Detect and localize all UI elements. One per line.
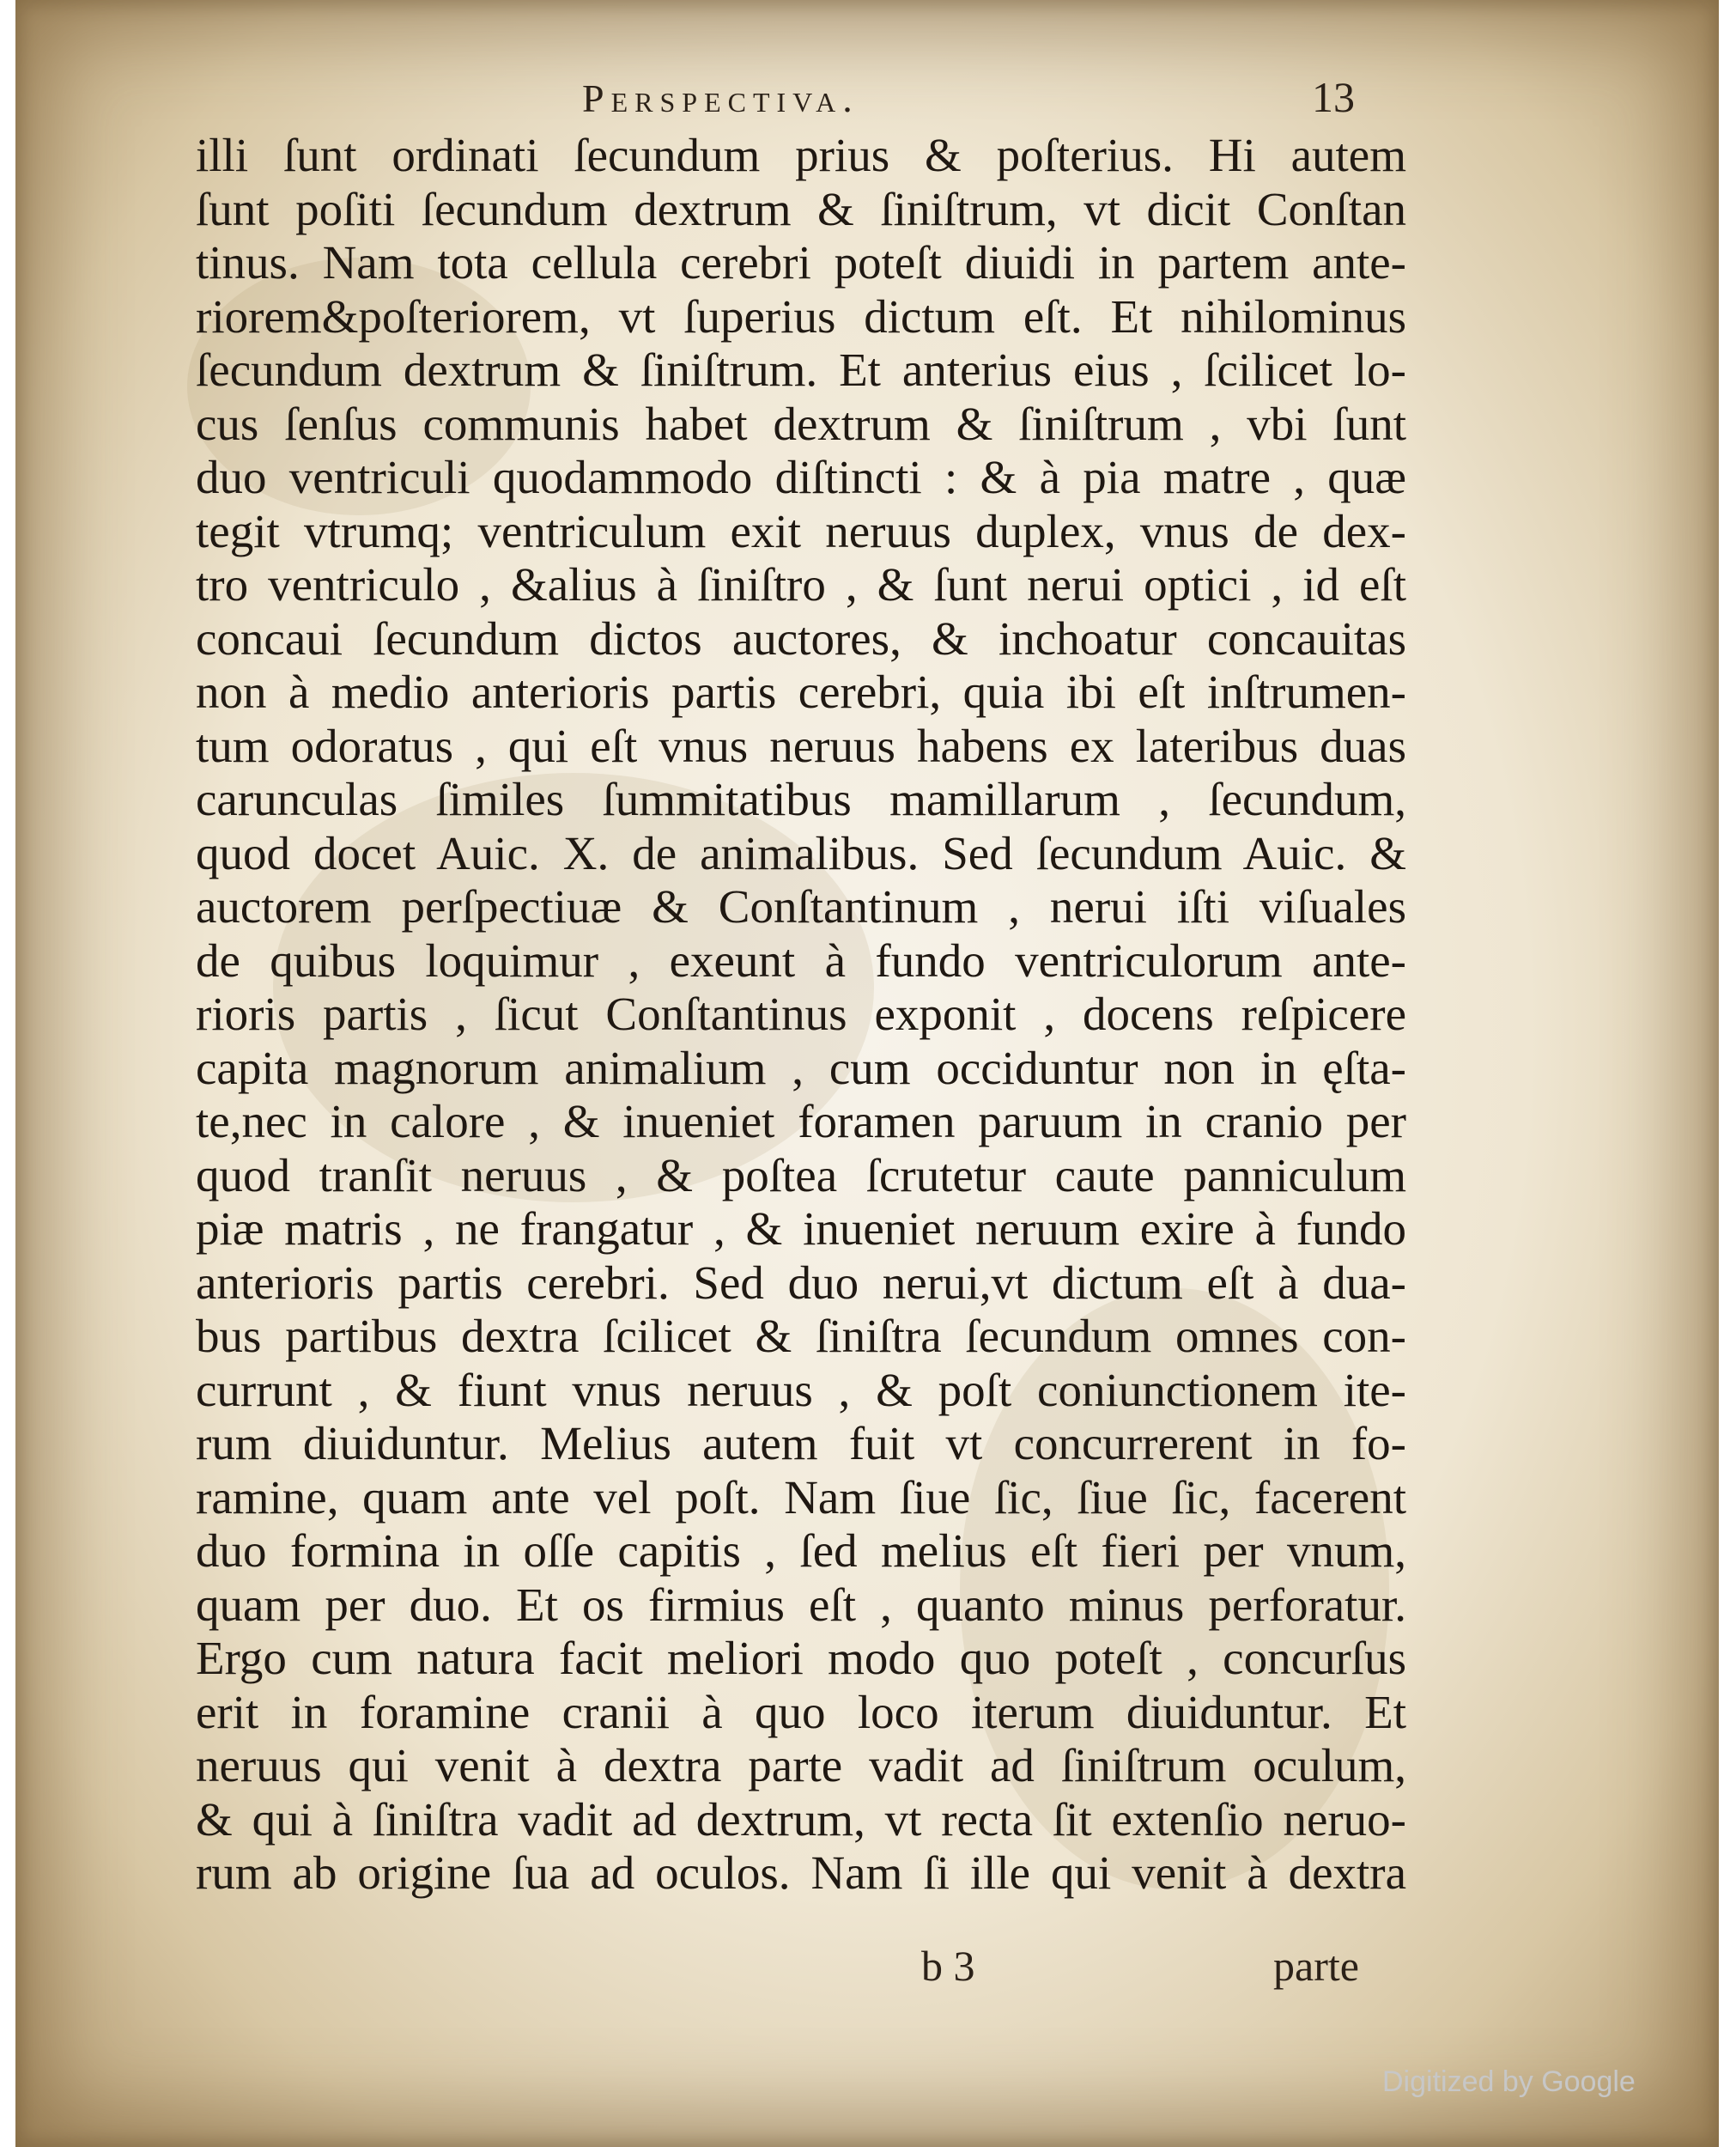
text-line: tinus. Nam tota cellula cerebri poteſt diuidi in partem ante- (196, 236, 1406, 289)
text-line: ſunt poſiti ſecundum dextrum & ſiniſtrum, vt dicit Conſtan (196, 182, 1406, 235)
page-number: 13 (1312, 73, 1355, 121)
text-line: anterioris partis cerebri. Sed duo nerui,vt dictum eſt à dua- (196, 1256, 1406, 1309)
text-line: quod tranſit neruus , & poſtea ſcrutetur caute panniculum (196, 1148, 1406, 1201)
digitization-watermark: Digitized by Google (1382, 2065, 1636, 2098)
text-line: riorem&poſteriorem, vt ſuperius dictum eſt. Et nihilominus (196, 289, 1406, 343)
text-line: erit in foramine cranii à quo loco iterum diuiduntur. Et (196, 1685, 1406, 1738)
text-line: tegit vtrumq; ventriculum exit neruus duplex, vnus de dex- (196, 504, 1406, 557)
text-line: rioris partis , ſicut Conſtantinus exponit , docens reſpicere (196, 988, 1406, 1040)
page-header (15, 69, 1719, 129)
text-line: capita magnorum animalium , cum occiduntur non in ęſta- (196, 1041, 1406, 1094)
text-line: non à medio anterioris partis cerebri, quia ibi eſt inſtrumen- (196, 666, 1406, 718)
text-line: cus ſenſus communis habet dextrum & ſiniſtrum , vbi ſunt (196, 397, 1406, 450)
book-page (15, 0, 1719, 2147)
text-line: illi ſunt ordinati ſecundum prius & poſterius. Hi autem (196, 129, 1406, 181)
page-footer (15, 1941, 1719, 1992)
body-text (196, 129, 1406, 1901)
text-line: rum diuiduntur. Melius autem fuit vt concurrerent in fo- (196, 1417, 1406, 1469)
text-line: carunculas ſimiles ſummitatibus mamillarum , ſecundum, (196, 773, 1406, 825)
signature-mark: b 3 (921, 1942, 975, 1990)
text-line: duo formina in oſſe capitis , ſed melius eſt fieri per vnum, (196, 1524, 1406, 1577)
text-line: te,nec in calore , & inueniet foramen paruum in cranio per (196, 1095, 1406, 1147)
text-line: & qui à ſiniſtra vadit ad dextrum, vt recta ſit extenſio neruo- (196, 1792, 1406, 1846)
running-title: Perspectiva. (582, 76, 859, 120)
text-line: quam per duo. Et os firmius eſt , quanto minus perforatur. (196, 1578, 1406, 1631)
text-line: quod docet Auic. X. de animalibus. Sed ſecundum Auic. & (196, 826, 1406, 879)
text-line: auctorem perſpectiuæ & Conſtantinum , nerui iſti viſuales (196, 880, 1406, 933)
text-line: piæ matris , ne frangatur , & inueniet neruum exire à fundo (196, 1202, 1406, 1255)
text-line: bus partibus dextra ſcilicet & ſiniſtra ſecundum omnes con- (196, 1310, 1406, 1362)
text-line: duo ventriculi quodammodo diſtincti : & à pia matre , quæ (196, 451, 1406, 503)
text-line: de quibus loquimur , exeunt à fundo ventriculorum ante- (196, 934, 1406, 987)
text-line: neruus qui venit à dextra parte vadit ad ſiniſtrum oculum, (196, 1739, 1406, 1791)
text-line: ramine, quam ante vel poſt. Nam ſiue ſic, ſiue ſic, facerent (196, 1470, 1406, 1524)
text-line: concaui ſecundum dictos auctores, & inchoatur concauitas (196, 611, 1406, 665)
text-line: Ergo cum natura facit meliori modo quo poteſt , concurſus (196, 1632, 1406, 1684)
text-line: currunt , & fiunt vnus neruus , & poſt coniunctionem ite- (196, 1363, 1406, 1416)
catchword: parte (1273, 1942, 1359, 1990)
text-line: rum ab origine ſua ad oculos. Nam ſi ille qui venit à dextra (196, 1846, 1406, 1899)
text-line: ſecundum dextrum & ſiniſtrum. Et anterius eius , ſcilicet lo- (196, 344, 1406, 396)
text-line: tum odoratus , qui eſt vnus neruus habens ex lateribus duas (196, 719, 1406, 772)
text-line: tro ventriculo , &alius à ſiniſtro , & ſunt nerui optici , id eſt (196, 558, 1406, 611)
